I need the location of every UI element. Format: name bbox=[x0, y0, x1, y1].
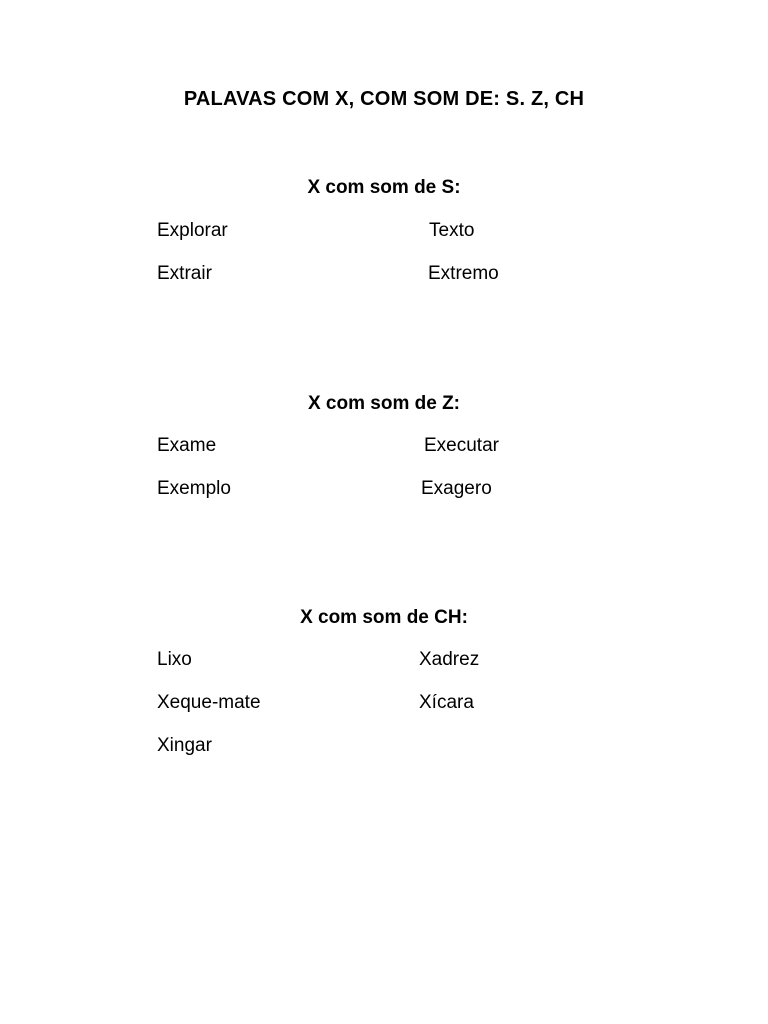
word-item: Extrair bbox=[157, 263, 212, 284]
word-item: Exemplo bbox=[157, 478, 231, 499]
word-item: Explorar bbox=[157, 220, 228, 241]
word-item: Xadrez bbox=[419, 649, 480, 670]
word-item: Exame bbox=[157, 435, 217, 456]
section-heading-ch: X com som de CH: bbox=[300, 607, 468, 628]
section-heading-s: X com som de S: bbox=[307, 177, 461, 198]
section-heading-z: X com som de Z: bbox=[307, 393, 461, 414]
word-item: Xícara bbox=[419, 692, 474, 713]
word-item: Lixo bbox=[157, 649, 192, 670]
word-item: Xeque-mate bbox=[157, 692, 261, 713]
word-item: Texto bbox=[429, 220, 475, 241]
word-item: Exagero bbox=[421, 478, 492, 499]
word-item: Executar bbox=[424, 435, 499, 456]
word-item: Xingar bbox=[157, 735, 212, 756]
document-title: PALAVAS COM X, COM SOM DE: S. Z, CH bbox=[183, 88, 585, 110]
word-item: Extremo bbox=[428, 263, 499, 284]
